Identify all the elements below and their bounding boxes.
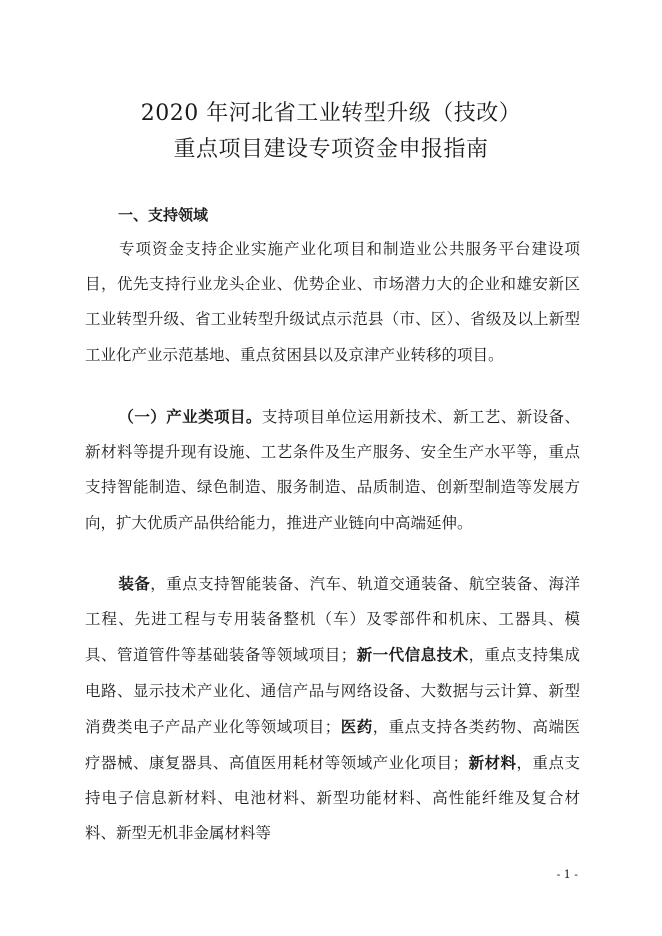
sector-text-equipment: ，重点支持智能装备、汽车、轨道交通装备、航空装备、海洋工程、先进工程与专用装备整机（车）及零部件和机床、工器具、模具、管道管件等基础装备等领域项目； [85,575,580,665]
paragraph-industry-projects [85,399,580,541]
document-title-line-2: 重点项目建设专项资金申报指南 [173,137,489,162]
sector-text-materials: ，重点支持电子信息新材料、电池材料、新型功能材料、高性能纤维及复合材料、新型无机非金属材料等 [85,754,580,843]
paragraph-text: 支持项目单位运用新技术、新工艺、新设备、新材料等提升现有设施、工艺条件及生产服务、安全生产水平等，重点支持智能制造、绿色制造、服务制造、品质制造、创新型制造等发展方向，扩大优质产品供给能力，推进产业链向中高端延伸。 [85,408,580,532]
sector-text-it: ，重点支持集成电路、显示技术产业化、通信产品与网络设备、大数据与云计算、新型消费类电子产品产业化等领域项目； [85,646,580,736]
sector-label-equipment: 装备 [118,574,151,593]
sector-text-medicine: ，重点支持各类药物、高端医疗器械、康复器具、高值医用耗材等领域产业化项目； [85,717,580,773]
paragraph-key-sectors [85,566,580,852]
paragraph-text: 专项资金支持企业实施产业化项目和制造业公共服务平台建设项目，优先支持行业龙头企业、优势企业、市场潜力大的企业和雄安新区工业转型升级、省工业转型升级试点示范县（市、区）、省级及以上新型工业化产业示范基地、重点贫困县以及京津产业转移的项目。 [85,240,580,364]
industry-projects-label: （一）产业类项目。 [118,407,262,426]
paragraph-support-scope [85,232,580,373]
document-title-line-1: 2020 年河北省工业转型升级（技改） [140,101,522,126]
sector-label-materials: 新材料 [468,753,517,773]
sector-label-medicine: 医药 [340,716,373,736]
section-heading: 一、支持领域 [118,206,209,224]
sector-label-it: 新一代信息技术 [356,645,469,665]
page-number: - 1 - [556,868,578,881]
